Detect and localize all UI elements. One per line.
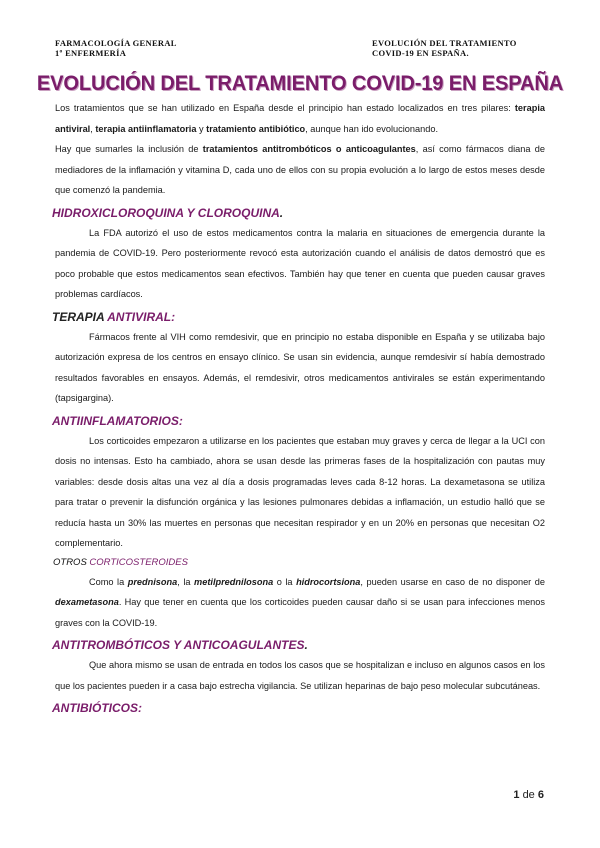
page-title: EVOLUCIÓN DEL TRATAMIENTO COVID-19 EN ESPAÑA	[36, 72, 564, 95]
emphasis-antitromboticos: tratamientos antitrombóticos o anticoagulantes	[202, 144, 416, 154]
section-heading-antiinflamatorios: ANTIINFLAMATORIOS:	[52, 413, 183, 428]
section-heading-antiviral	[52, 307, 545, 327]
emphasis-antiinflamatoria: terapia antiinflamatoria	[95, 123, 197, 134]
heading-dot: .	[279, 205, 284, 220]
doc-topic-line1: EVOLUCIÓN DEL TRATAMIENTO	[372, 38, 517, 48]
header-left	[55, 38, 177, 58]
heading-dot: .	[304, 638, 308, 652]
total-pages: 6	[537, 789, 544, 801]
intro-paragraph-2	[55, 139, 545, 201]
intro-text: , así como fármacos diana de mediadores de la inflamación y vitamina D, cada uno de ellos con su propia evolución a lo largo de estos meses desde que comenzó la pandemia.	[55, 144, 545, 195]
course-year: 1º ENFERMERÍA	[55, 48, 127, 58]
heading-text: TERAPIA	[52, 309, 108, 324]
heading-accent: ANTIVIRAL:	[107, 309, 176, 324]
section-heading-hidroxicloroquina	[52, 203, 545, 223]
page-number	[513, 789, 544, 801]
intro-text: , aunque han ido evolucionando.	[305, 123, 438, 134]
body-text: o la	[273, 576, 297, 587]
intro-text: y	[196, 123, 207, 134]
section-body-hidroxicloroquina: La FDA autorizó el uso de estos medicamentos contra la malaria en situaciones de emergencia durante la pandemia de COVID-19. Pero posteriormente revocó esta autorización cuando el análisis de datos demostró que es poco probable que estos medicamentos sean efectivos. También hay que tener en cuenta que pueden causar graves problemas cardíacos.	[55, 227, 545, 299]
emphasis-antiviral: terapia antiviral	[55, 103, 545, 134]
heading-text: ANTITROMBÓTICOS Y ANTICOAGULANTES	[52, 638, 305, 652]
header-right	[372, 38, 517, 58]
heading-accent: CORTICOSTEROIDES	[89, 556, 188, 568]
drug-name: metilprednilosona	[194, 576, 274, 587]
section-body-antitromboticos: Que ahora mismo se usan de entrada en todos los casos que se hospitalizan e incluso en algunos casos en los que los pacientes pueden ir a casa bajo estrecha vigilancia. Se utilizan heparinas de bajo peso molecular subcutáneas.	[55, 660, 545, 691]
drug-name: prednisona	[127, 576, 178, 587]
course-name: FARMACOLOGÍA GENERAL	[55, 38, 177, 48]
heading-text: HIDROXICLOROQUINA Y CLOROQUINA	[52, 205, 280, 220]
document-body	[52, 98, 545, 718]
section-body-antiviral: Fármacos frente al VIH como remdesivir, que en principio no estaba disponible en España y se utilizaba bajo autorización expresa de los centros en ensayo clínico. Se usan sin evidencia, aunque remdesivir sí había demostrado resultados favorables en ensayos. Además, el remdesivir, otros medicamentos antivirales se están experimentando (tapsigargina).	[55, 331, 545, 403]
body-text: . Hay que tener en cuenta que los corticoides pueden causar daño si se usan para infecciones menos graves con la COVID-19.	[55, 597, 545, 628]
body-text: Como la	[89, 576, 128, 587]
section-heading-antibioticos: ANTIBIÓTICOS:	[52, 701, 142, 715]
current-page: 1	[513, 789, 520, 801]
intro-text: Los tratamientos que se han utilizado en España desde el principio han estado localizados en tres pilares:	[55, 103, 515, 113]
emphasis-antibiotico: tratamiento antibiótico	[206, 123, 306, 134]
intro-text: Hay que sumarles la inclusión de	[55, 144, 203, 154]
intro-paragraph-1	[55, 98, 545, 139]
body-text: , pueden usarse en caso de no disponer de	[360, 576, 545, 587]
subsection-body-corticosteroides	[55, 572, 545, 634]
section-body-antiinflamatorios: Los corticoides empezaron a utilizarse en los pacientes que estaban muy graves y cerca de llegar a la UCI con dosis no intensas. Esto ha cambiado, ahora se usan desde las primeras fases de la hospitalización con pautas muy variables: desde dosis altas una vez al día a dosis programadas leves cada 8-12 horas. La dexametasona se utiliza para tratar o prevenir la disfunción orgánica y las lesiones pulmonares debidas a inflamación, un estudio halló que se reducía hasta un 30% las muertes en personas que necesitan respirador y en un 20% en personas que necesitan O2 complementario.	[55, 435, 545, 548]
heading-text: OTROS	[53, 556, 90, 568]
section-heading-antitromboticos	[52, 635, 545, 655]
intro-text: ,	[90, 123, 96, 134]
body-text: , la	[177, 576, 195, 587]
doc-topic-line2: COVID-19 EN ESPAÑA.	[372, 48, 469, 58]
page-of-label: de	[522, 789, 535, 801]
drug-name: dexametasona	[55, 597, 119, 607]
drug-name: hidrocortsiona	[296, 576, 361, 587]
subsection-heading-corticosteroides	[53, 554, 545, 572]
